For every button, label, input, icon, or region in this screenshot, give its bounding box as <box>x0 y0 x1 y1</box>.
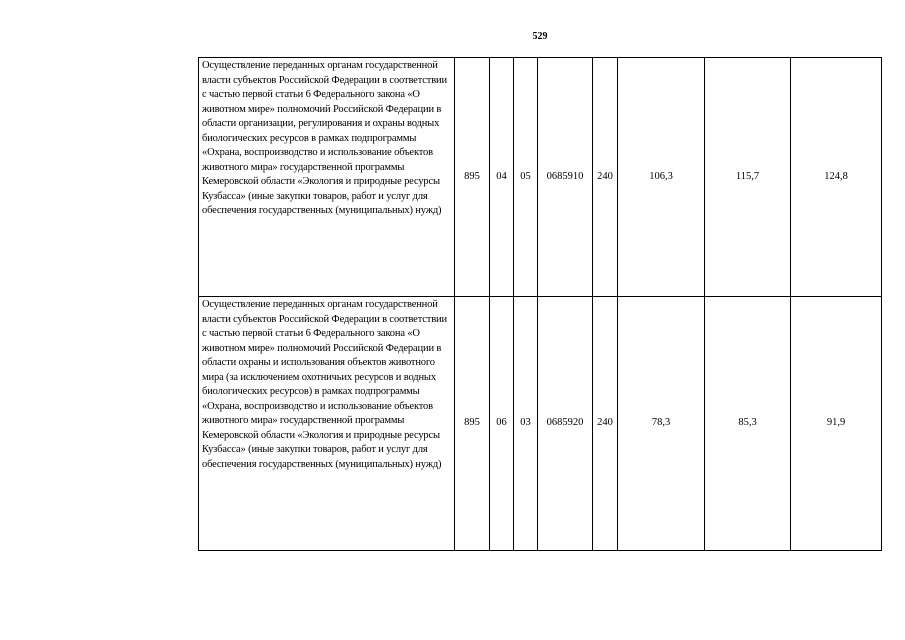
amount-3-cell: 124,8 <box>791 58 882 297</box>
target-article-cell: 0685920 <box>538 297 593 551</box>
amount-3-cell: 91,9 <box>791 297 882 551</box>
target-article-cell: 0685910 <box>538 58 593 297</box>
amount-2-cell: 85,3 <box>705 297 791 551</box>
budget-table <box>198 57 882 551</box>
row-description: Осуществление переданных органам государственной власти субъектов Российской Федерации в соответствии с частью первой статьи 6 Федерального закона «О животном мире» полномочий Российской Федерации в области охраны и использования объектов животного мира (за исключением охотничьих ресурсов и водных биологических ресурсов) в рамках подпрограммы «Охрана, воспроизводство и использование объектов животного мира» государственной программы Кемеровской области «Экология и природные ресурсы Кузбасса» (иные закупки товаров, работ и услуг для обеспечения государственных (муниципальных) нужд) <box>199 297 455 551</box>
amount-1-cell: 78,3 <box>618 297 705 551</box>
table-row <box>199 58 882 297</box>
section-cell: 06 <box>490 297 514 551</box>
section-cell: 04 <box>490 58 514 297</box>
expense-type-cell: 240 <box>593 297 618 551</box>
ministry-code-cell: 895 <box>455 58 490 297</box>
expense-type-cell: 240 <box>593 58 618 297</box>
subsection-cell: 05 <box>514 58 538 297</box>
amount-1-cell: 106,3 <box>618 58 705 297</box>
subsection-cell: 03 <box>514 297 538 551</box>
ministry-code-cell: 895 <box>455 297 490 551</box>
row-description: Осуществление переданных органам государственной власти субъектов Российской Федерации в соответствии с частью первой статьи 6 Федерального закона «О животном мире» полномочий Российской Федерации в области организации, регулирования и охраны водных биологических ресурсов в рамках подпрограммы «Охрана, воспроизводство и использование объектов животного мира» государственной программы Кемеровской области «Экология и природные ресурсы Кузбасса» (иные закупки товаров, работ и услуг для обеспечения государственных (муниципальных) нужд) <box>199 58 455 297</box>
page-number: 529 <box>532 31 548 42</box>
table-row <box>199 297 882 551</box>
amount-2-cell: 115,7 <box>705 58 791 297</box>
